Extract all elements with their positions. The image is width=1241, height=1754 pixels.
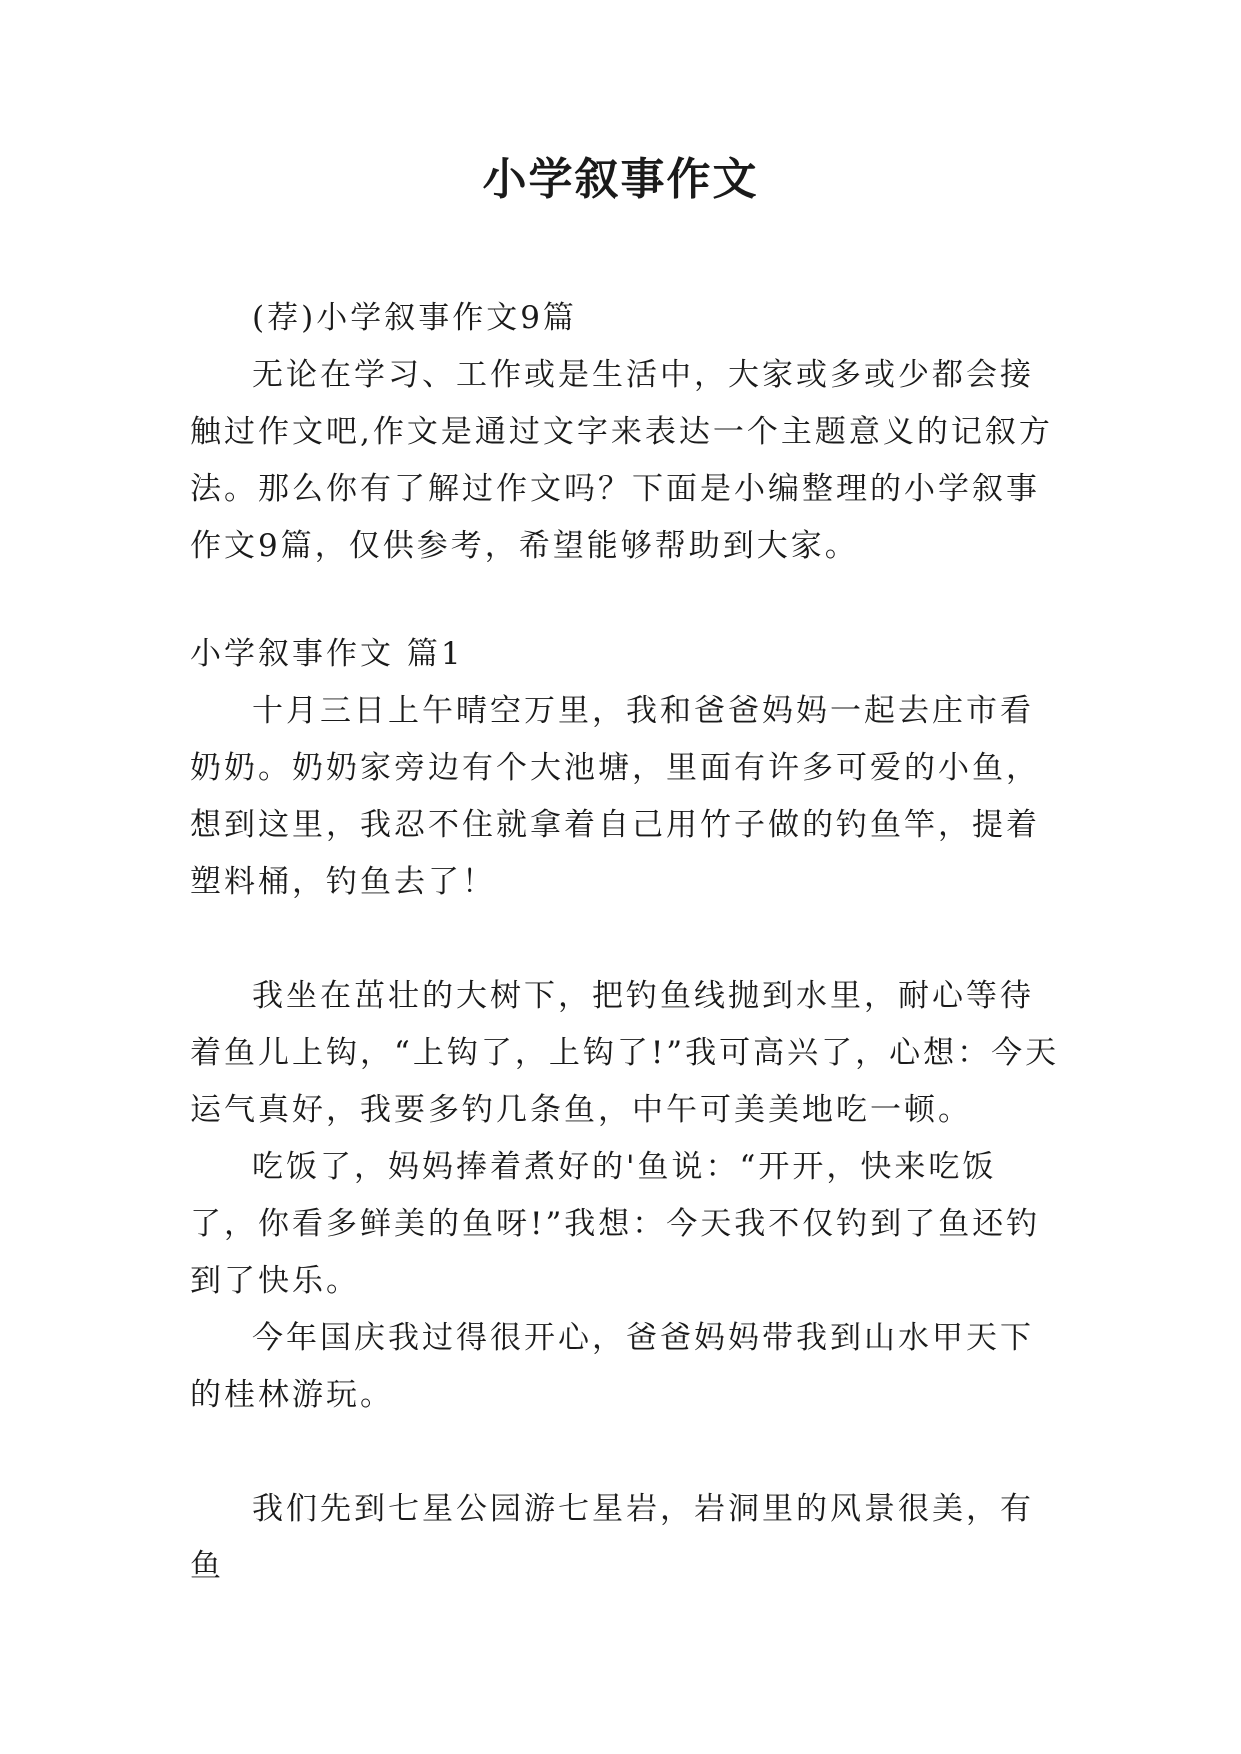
body-paragraph: 今年国庆我过得很开心，爸爸妈妈带我到山水甲天下的桂林游玩。 — [190, 1320, 1034, 1413]
intro-paragraph: 无论在学习、工作或是生活中，大家或多或少都会接触过作文吧,作文是通过文字来表达一个主题意义的记叙方法。那么你有了解过作文吗？下面是小编整理的小学叙事作文9篇，仅供参考，希望能够帮助到大家。 — [190, 357, 1053, 564]
document-subtitle: (荐)小学叙事作文9篇 — [252, 300, 577, 336]
document-body — [190, 290, 1060, 1595]
section-heading: 小学叙事作文 篇1 — [190, 636, 464, 672]
document-title: 小学叙事作文 — [482, 154, 759, 205]
body-paragraph: 我坐在茁壮的大树下，把钓鱼线抛到水里，耐心等待着鱼儿上钩，“上钩了，上钩了!”我可高兴了，心想：今天运气真好，我要多钓几条鱼，中午可美美地吃一顿。 — [190, 978, 1060, 1128]
body-paragraph: 十月三日上午晴空万里，我和爸爸妈妈一起去庄市看奶奶。奶奶家旁边有个大池塘，里面有许多可爱的小鱼，想到这里，我忍不住就拿着自己用竹子做的钓鱼竿，提着塑料桶，钓鱼去了！ — [190, 693, 1040, 900]
body-paragraph: 吃饭了，妈妈捧着煮好的'鱼说：“开开，快来吃饭了，你看多鲜美的鱼呀!”我想：今天我不仅钓到了鱼还钓到了快乐。 — [190, 1149, 1041, 1299]
body-paragraph: 我们先到七星公园游七星岩，岩洞里的风景很美，有鱼 — [190, 1491, 1034, 1584]
